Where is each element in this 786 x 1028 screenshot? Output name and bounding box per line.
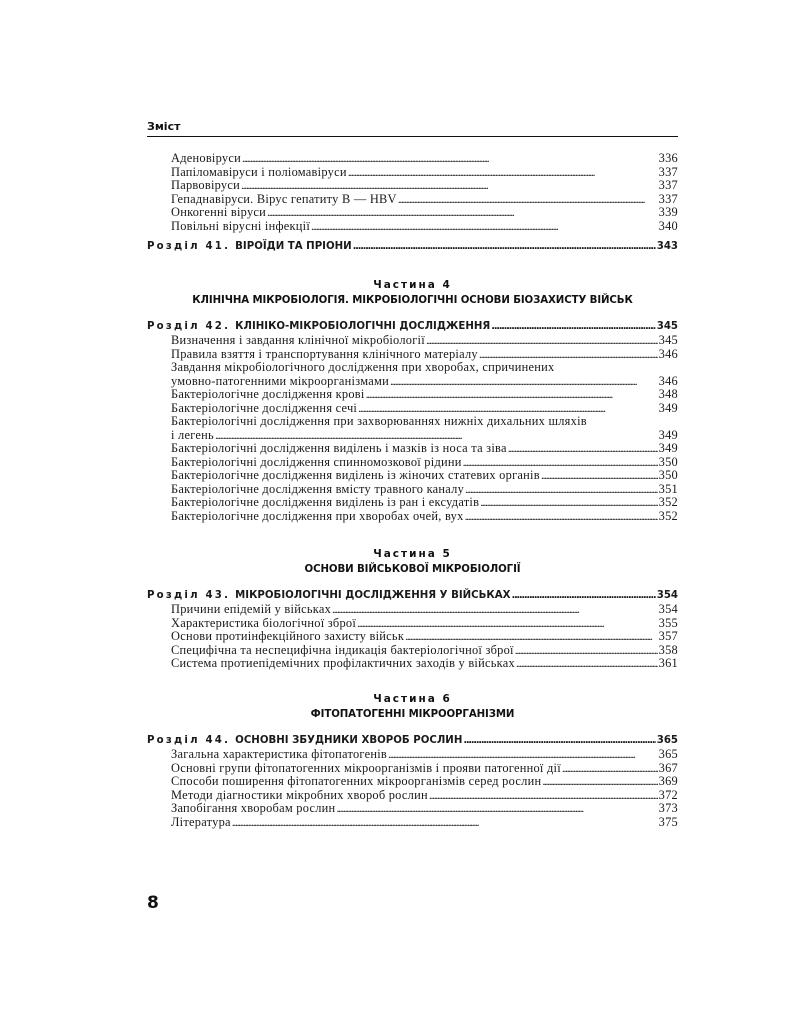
dot-leader	[508, 442, 658, 456]
toc-entry[interactable]: Бактеріологічне дослідження виділень із ран і ексудатів . . . 352	[147, 496, 678, 510]
dot-leader	[357, 617, 658, 631]
toc-entry-line2[interactable]: і легень . . . 349	[147, 429, 678, 443]
toc-chapter-41[interactable]: Розділ 41. ВІРОЇДИ ТА ПРІОНИ . . . 343	[147, 240, 678, 254]
dot-leader	[562, 762, 658, 776]
toc-block-part-6	[147, 734, 678, 829]
toc-entry[interactable]: Бактеріологічні дослідження виділень і мазків із носа та зіва . . . 349	[147, 442, 678, 456]
header-rule	[147, 136, 678, 137]
dot-leader	[541, 469, 658, 483]
dot-leader	[479, 348, 658, 362]
toc-entry[interactable]: Бактеріологічне дослідження сечі . . . 349	[147, 402, 678, 416]
toc-entry[interactable]: Правила взяття і транспортування клінічного матеріалу . . . 346	[147, 348, 678, 362]
dot-leader	[388, 748, 658, 762]
toc-entry-line1[interactable]: Бактеріологічні дослідження при захворюваннях нижніх дихальних шляхів	[171, 414, 587, 428]
dot-leader	[366, 388, 658, 402]
dot-leader	[465, 483, 658, 497]
toc-entry[interactable]: Специфічна та неспецифічна індикація бактеріологічної зброї . . . 358	[147, 644, 678, 658]
toc-entry[interactable]: Бактеріологічне дослідження вмісту травного каналу . . . 351	[147, 483, 678, 497]
toc-entry[interactable]: Гепаднавіруси. Вірус гепатиту B — HBV . . . 337	[147, 193, 678, 207]
dot-leader	[242, 152, 658, 166]
toc-block-part-5	[147, 589, 678, 671]
toc-entry[interactable]: Онкогенні віруси . . . 339	[147, 206, 678, 220]
part-5-heading: Частина 5 ОСНОВИ ВІЙСЬКОВОЇ МІКРОБІОЛОГІЇ	[304, 548, 521, 575]
toc-entry[interactable]: Система протиепідемічних профілактичних заходів у військах . . . 361	[147, 657, 678, 671]
dot-leader	[398, 193, 658, 207]
dot-leader	[516, 657, 658, 671]
dot-leader	[311, 220, 658, 234]
part-4-heading: Частина 4 КЛІНІЧНА МІКРОБІОЛОГІЯ. МІКРОБІОЛОГІЧНІ ОСНОВИ БІОЗАХИСТУ ВІЙСЬК	[192, 279, 633, 306]
dot-leader	[405, 630, 658, 644]
part-6-heading: Частина 6 ФІТОПАТОГЕННІ МІКРООРГАНІЗМИ	[310, 693, 515, 720]
toc-entry[interactable]: Способи поширення фітопатогенних мікроорганізмів серед рослин . . . 369	[147, 775, 678, 789]
toc-entry[interactable]: Бактеріологічне дослідження при хворобах очей, вух . . . 352	[147, 510, 678, 524]
toc-entry[interactable]: Парвовіруси . . . 337	[147, 179, 678, 193]
toc-entry[interactable]: Методи діагностики мікробних хвороб рослин . . . 372	[147, 789, 678, 803]
toc-entry[interactable]: Бактеріологічні дослідження спинномозкової рідини . . . 350	[147, 456, 678, 470]
dot-leader	[336, 802, 657, 816]
dot-leader	[465, 510, 658, 524]
toc-entry[interactable]: Характеристика біологічної зброї . . . 355	[147, 617, 678, 631]
toc-entry[interactable]: Визначення і завдання клінічної мікробіології . . . 345	[147, 334, 678, 348]
dot-leader	[390, 375, 658, 389]
dot-leader	[358, 402, 658, 416]
toc-entry[interactable]: Загальна характеристика фітопатогенів . . . 365	[147, 748, 678, 762]
toc-chapter-42[interactable]: Розділ 42. КЛІНІКО-МІКРОБІОЛОГІЧНІ ДОСЛІДЖЕННЯ . . . 345	[147, 320, 678, 334]
dot-leader	[332, 603, 658, 617]
toc-entry[interactable]: Література . . . 375	[147, 816, 678, 830]
toc-entry[interactable]: Запобігання хворобам рослин . . . 373	[147, 802, 678, 816]
toc-entry[interactable]: Повільні вірусні інфекції . . . 340	[147, 220, 678, 234]
toc-entry[interactable]: Аденовіруси . . . 336	[147, 152, 678, 166]
page-number: 8	[147, 893, 159, 913]
dot-leader	[353, 240, 656, 254]
toc-block-part-4	[147, 320, 678, 523]
toc-entry[interactable]: Бактеріологічне дослідження крові . . . 348	[147, 388, 678, 402]
toc-entry[interactable]: Бактеріологічне дослідження виділень із жіночих статевих органів . . . 350	[147, 469, 678, 483]
running-head: Зміст	[147, 120, 181, 133]
dot-leader	[429, 789, 658, 803]
dot-leader	[267, 206, 658, 220]
dot-leader	[232, 816, 658, 830]
dot-leader	[491, 320, 655, 334]
toc-entry[interactable]: Основні групи фітопатогенних мікроорганізмів і прояви патогенної дії . . . 367	[147, 762, 678, 776]
toc-entry-line1[interactable]: Завдання мікробіологічного дослідження при хворобах, спричинених	[171, 360, 555, 374]
toc-chapter-44[interactable]: Розділ 44. ОСНОВНІ ЗБУДНИКИ ХВОРОБ РОСЛИН . . . 365	[147, 734, 678, 748]
dot-leader	[463, 734, 655, 748]
toc-entry-line2[interactable]: умовно-патогенними мікроорганізмами . . . 346	[147, 375, 678, 389]
dot-leader	[348, 166, 658, 180]
dot-leader	[480, 496, 657, 510]
toc-entry[interactable]: Причини епідемій у військах . . . 354	[147, 603, 678, 617]
dot-leader	[542, 775, 657, 789]
toc-block-viruses	[147, 152, 678, 254]
dot-leader	[426, 334, 658, 348]
dot-leader	[215, 429, 658, 443]
toc-entry[interactable]: Папіломавіруси і поліомавіруси . . . 337	[147, 166, 678, 180]
dot-leader	[515, 644, 658, 658]
dot-leader	[241, 179, 658, 193]
dot-leader	[511, 589, 655, 603]
dot-leader	[463, 456, 658, 470]
toc-chapter-43[interactable]: Розділ 43. МІКРОБІОЛОГІЧНІ ДОСЛІДЖЕННЯ У ВІЙСЬКАХ . . . 354	[147, 589, 678, 603]
toc-entry[interactable]: Основи протиінфекційного захисту військ . . . 357	[147, 630, 678, 644]
